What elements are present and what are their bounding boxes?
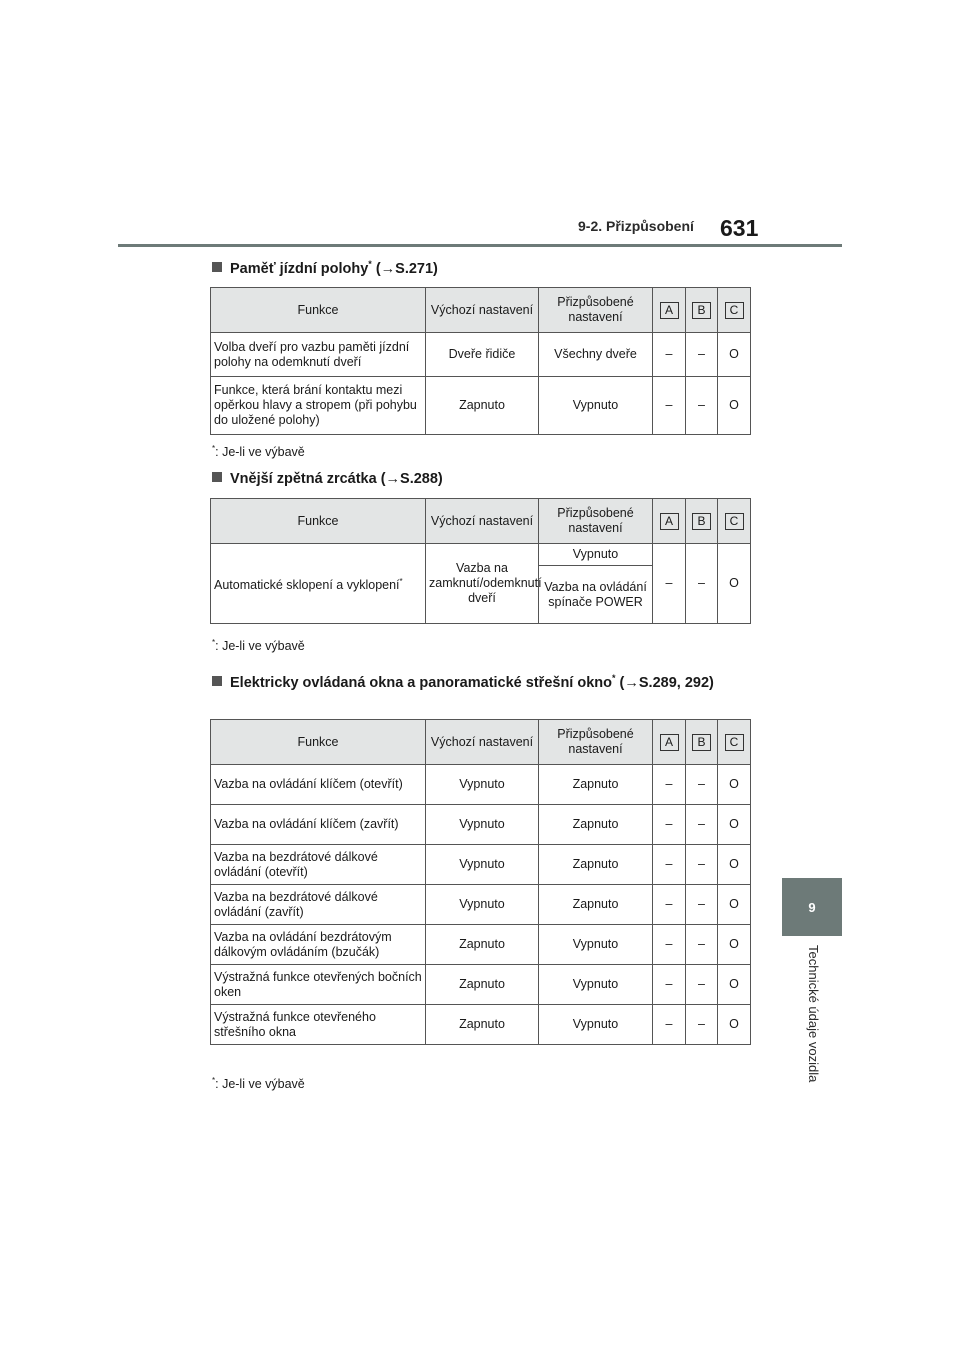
section-heading: Elektricky ovládaná okna a panoramatické střešní okno* (→S.289, 292) [212,666,742,695]
chapter-label-text: Technické údaje vozidla [806,945,821,1083]
table-row: Funkce, která brání kontaktu mezi opěrkou hlavy a stropem (při pohybu do uložené polohy) Zapnuto Vypnuto – – O [211,377,751,435]
table-row: Vazba na bezdrátové dálkové ovládání (zavřít) Vypnuto Zapnuto – – O [211,885,751,925]
col-a: A [653,720,686,765]
col-funkce: Funkce [211,288,426,333]
table-row: Vazba na ovládání klíčem (zavřít) Vypnuto Zapnuto – – O [211,805,751,845]
settings-table [210,719,751,1045]
col-c: C [718,720,751,765]
square-bullet-icon [212,472,222,482]
footnote: *: Je-li ve výbavě [212,638,305,654]
col-c: C [718,499,751,544]
table-row: Vazba na bezdrátové dálkové ovládání (otevřít) Vypnuto Zapnuto – – O [211,845,751,885]
table-row: Automatické sklopení a vyklopení* Vazba na zamknutí/odemknutí dveří Vypnuto – – O [211,544,751,566]
table-row: Výstražná funkce otevřeného střešního okna Zapnuto Vypnuto – – O [211,1005,751,1045]
square-bullet-icon [212,676,222,686]
table-row: Volba dveří pro vazbu paměti jízdní polohy na odemknutí dveří Dveře řidiče Všechny dveře – – O [211,333,751,377]
section-title: 9-2. Přizpůsobení [578,218,694,234]
col-custom: Přizpůsobené nastavení [539,499,653,544]
col-default: Výchozí nastavení [426,720,539,765]
header-rule [118,244,842,247]
page-number: 631 [720,215,759,241]
col-b: B [686,288,718,333]
col-b: B [686,720,718,765]
col-b: B [686,499,718,544]
col-a: A [653,499,686,544]
col-funkce: Funkce [211,720,426,765]
chapter-tab [782,878,842,936]
col-default: Výchozí nastavení [426,288,539,333]
table-row: Výstražná funkce otevřených bočních oken Zapnuto Vypnuto – – O [211,965,751,1005]
col-funkce: Funkce [211,499,426,544]
table-header-row [211,288,751,333]
settings-table [210,498,751,624]
settings-table [210,287,751,435]
table-row: Vazba na ovládání spínače POWER [211,566,751,624]
section-heading: Paměť jízdní polohy* (→S.271) [212,259,438,277]
table-row: Vazba na ovládání klíčem (otevřít) Vypnuto Zapnuto – – O [211,765,751,805]
table-header-row [211,499,751,544]
col-a: A [653,288,686,333]
col-custom: Přizpůsobené nastavení [539,288,653,333]
chapter-number: 9 [808,899,816,915]
section-heading: Vnější zpětná zrcátka (→S.288) [212,471,443,487]
col-default: Výchozí nastavení [426,499,539,544]
col-c: C [718,288,751,333]
square-bullet-icon [212,262,222,272]
col-custom: Přizpůsobené nastavení [539,720,653,765]
chapter-label [805,945,821,1115]
footnote: *: Je-li ve výbavě [212,444,305,460]
table-header-row [211,720,751,765]
footnote: *: Je-li ve výbavě [212,1076,305,1092]
table-row: Vazba na ovládání bezdrátovým dálkovým ovládáním (bzučák) Zapnuto Vypnuto – – O [211,925,751,965]
